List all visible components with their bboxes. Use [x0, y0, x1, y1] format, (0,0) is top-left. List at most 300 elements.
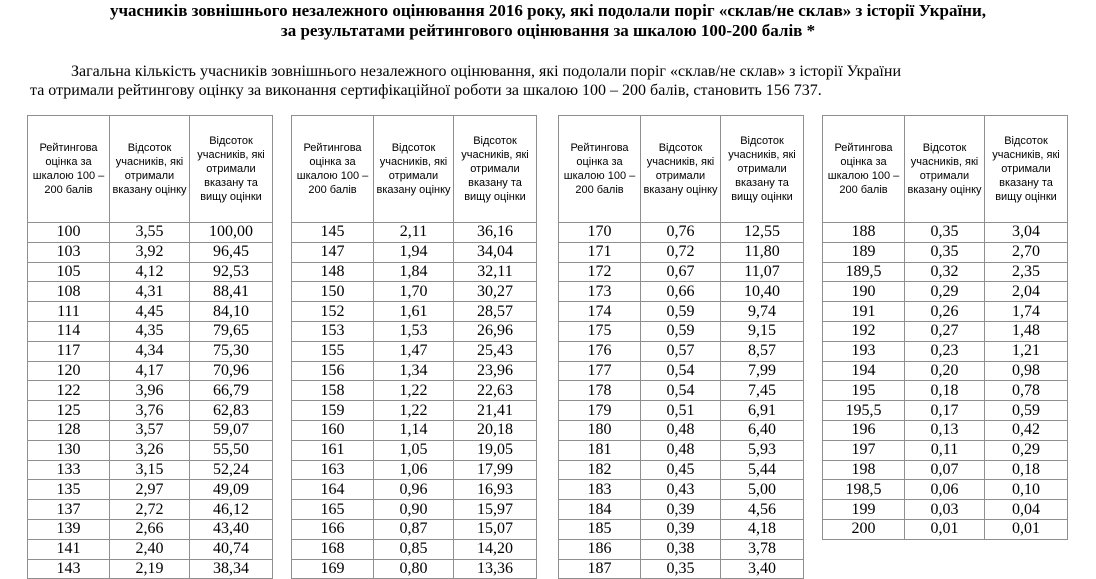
table-row	[823, 361, 1068, 381]
cell-score: 189	[823, 242, 905, 262]
cell-cumulative: 0,01	[985, 519, 1068, 539]
table-row	[292, 282, 537, 302]
cell-score: 176	[559, 341, 641, 361]
cell-cumulative: 16,93	[454, 480, 537, 500]
table-row	[292, 223, 537, 243]
cell-cumulative: 43,40	[190, 519, 273, 539]
cell-percent: 1,47	[374, 341, 454, 361]
table-row	[28, 500, 273, 520]
cell-cumulative: 26,96	[454, 321, 537, 341]
cell-cumulative: 14,20	[454, 539, 537, 559]
header-cumulative: Відсоток учасників, які отримали вказану та вищу оцінки	[985, 116, 1068, 223]
table-row	[292, 420, 537, 440]
score-table-4	[822, 115, 1068, 540]
cell-percent: 0,27	[905, 321, 985, 341]
table-row	[292, 361, 537, 381]
table-row	[559, 480, 804, 500]
table-row	[28, 519, 273, 539]
table-row	[292, 321, 537, 341]
table-row	[292, 302, 537, 322]
table-row	[28, 460, 273, 480]
cell-score: 130	[28, 440, 110, 460]
cell-percent: 0,48	[641, 440, 721, 460]
cell-cumulative: 0,78	[985, 381, 1068, 401]
cell-score: 117	[28, 341, 110, 361]
cell-score: 153	[292, 321, 374, 341]
cell-percent: 3,76	[110, 401, 190, 421]
cell-percent: 4,17	[110, 361, 190, 381]
cell-score: 122	[28, 381, 110, 401]
cell-percent: 1,34	[374, 361, 454, 381]
cell-cumulative: 30,27	[454, 282, 537, 302]
intro-text-line-2: та отримали рейтингову оцінку за виконання сертифікаційної роботи за шкалою 100 – 200 балів, становить 156 737.	[30, 82, 822, 99]
cell-percent: 0,85	[374, 539, 454, 559]
cell-percent: 0,54	[641, 381, 721, 401]
cell-percent: 0,67	[641, 262, 721, 282]
cell-cumulative: 2,70	[985, 242, 1068, 262]
cell-score: 173	[559, 282, 641, 302]
header-score: Рейтингова оцінка за шкалою 100 – 200 балів	[823, 116, 905, 223]
score-table-2	[291, 115, 537, 579]
cell-cumulative: 36,16	[454, 223, 537, 243]
cell-percent: 1,70	[374, 282, 454, 302]
table-row	[823, 500, 1068, 520]
document-title-line-2: за результатами рейтингового оцінювання за шкалою 100-200 балів *	[280, 21, 816, 40]
cell-cumulative: 0,59	[985, 401, 1068, 421]
table-row	[292, 539, 537, 559]
table-row	[823, 341, 1068, 361]
table-row	[823, 242, 1068, 262]
cell-cumulative: 59,07	[190, 420, 273, 440]
cell-score: 152	[292, 302, 374, 322]
cell-score: 135	[28, 480, 110, 500]
table-row	[28, 420, 273, 440]
cell-cumulative: 100,00	[190, 223, 273, 243]
table-row	[823, 480, 1068, 500]
table-row	[28, 440, 273, 460]
table-row	[823, 460, 1068, 480]
table-row	[823, 262, 1068, 282]
cell-score: 171	[559, 242, 641, 262]
cell-score: 178	[559, 381, 641, 401]
cell-score: 139	[28, 519, 110, 539]
cell-cumulative: 5,93	[721, 440, 804, 460]
cell-cumulative: 9,74	[721, 302, 804, 322]
table-row	[559, 321, 804, 341]
cell-score: 182	[559, 460, 641, 480]
cell-percent: 0,01	[905, 519, 985, 539]
header-score: Рейтингова оцінка за шкалою 100 – 200 балів	[28, 116, 110, 223]
cell-cumulative: 5,44	[721, 460, 804, 480]
table-row	[292, 500, 537, 520]
table-row	[559, 242, 804, 262]
cell-percent: 0,32	[905, 262, 985, 282]
cell-cumulative: 7,99	[721, 361, 804, 381]
table-row	[559, 460, 804, 480]
cell-score: 103	[28, 242, 110, 262]
table-row	[823, 223, 1068, 243]
cell-score: 197	[823, 440, 905, 460]
cell-percent: 0,03	[905, 500, 985, 520]
table-row	[292, 460, 537, 480]
cell-percent: 0,72	[641, 242, 721, 262]
table-row	[559, 440, 804, 460]
cell-percent: 0,20	[905, 361, 985, 381]
table-row	[823, 302, 1068, 322]
cell-cumulative: 0,98	[985, 361, 1068, 381]
cell-cumulative: 4,18	[721, 519, 804, 539]
cell-score: 114	[28, 321, 110, 341]
cell-cumulative: 3,40	[721, 559, 804, 579]
cell-percent: 4,45	[110, 302, 190, 322]
cell-score: 191	[823, 302, 905, 322]
cell-cumulative: 15,97	[454, 500, 537, 520]
cell-percent: 0,90	[374, 500, 454, 520]
cell-cumulative: 10,40	[721, 282, 804, 302]
cell-percent: 4,34	[110, 341, 190, 361]
table-row	[823, 381, 1068, 401]
cell-cumulative: 62,83	[190, 401, 273, 421]
cell-cumulative: 17,99	[454, 460, 537, 480]
cell-cumulative: 8,57	[721, 341, 804, 361]
cell-percent: 0,26	[905, 302, 985, 322]
cell-percent: 0,17	[905, 401, 985, 421]
cell-percent: 2,72	[110, 500, 190, 520]
cell-cumulative: 2,35	[985, 262, 1068, 282]
cell-score: 198	[823, 460, 905, 480]
table-row	[292, 341, 537, 361]
cell-percent: 0,87	[374, 519, 454, 539]
table-row	[559, 361, 804, 381]
cell-score: 174	[559, 302, 641, 322]
cell-score: 158	[292, 381, 374, 401]
cell-percent: 0,07	[905, 460, 985, 480]
table-row	[28, 302, 273, 322]
cell-score: 141	[28, 539, 110, 559]
cell-percent: 0,18	[905, 381, 985, 401]
cell-cumulative: 32,11	[454, 262, 537, 282]
intro-text-line-1: Загальна кількість учасників зовнішнього незалежного оцінювання, які подолали поріг «склав/не склав» з історії України	[71, 63, 901, 80]
cell-cumulative: 52,24	[190, 460, 273, 480]
cell-percent: 0,35	[905, 223, 985, 243]
header-score: Рейтингова оцінка за шкалою 100 – 200 балів	[559, 116, 641, 223]
cell-score: 156	[292, 361, 374, 381]
cell-score: 181	[559, 440, 641, 460]
cell-score: 120	[28, 361, 110, 381]
cell-percent: 0,59	[641, 321, 721, 341]
header-row	[559, 116, 804, 223]
cell-percent: 0,45	[641, 460, 721, 480]
cell-cumulative: 55,50	[190, 440, 273, 460]
cell-percent: 1,84	[374, 262, 454, 282]
table-row	[559, 539, 804, 559]
cell-percent: 0,76	[641, 223, 721, 243]
cell-score: 185	[559, 519, 641, 539]
cell-score: 196	[823, 420, 905, 440]
cell-cumulative: 34,04	[454, 242, 537, 262]
cell-score: 164	[292, 480, 374, 500]
cell-percent: 3,92	[110, 242, 190, 262]
header-row	[823, 116, 1068, 223]
cell-percent: 1,53	[374, 321, 454, 341]
cell-cumulative: 49,09	[190, 480, 273, 500]
cell-score: 175	[559, 321, 641, 341]
score-table-3	[558, 115, 804, 579]
cell-cumulative: 1,48	[985, 321, 1068, 341]
table-row	[28, 480, 273, 500]
cell-cumulative: 11,80	[721, 242, 804, 262]
cell-percent: 0,96	[374, 480, 454, 500]
table-row	[559, 401, 804, 421]
cell-cumulative: 4,56	[721, 500, 804, 520]
table-row	[823, 440, 1068, 460]
cell-cumulative: 70,96	[190, 361, 273, 381]
header-cumulative: Відсоток учасників, які отримали вказану та вищу оцінки	[190, 116, 273, 223]
table-row	[559, 500, 804, 520]
cell-score: 192	[823, 321, 905, 341]
table-row	[28, 361, 273, 381]
table-row	[292, 519, 537, 539]
cell-cumulative: 0,04	[985, 500, 1068, 520]
cell-score: 148	[292, 262, 374, 282]
cell-cumulative: 12,55	[721, 223, 804, 243]
table-row	[559, 519, 804, 539]
cell-score: 100	[28, 223, 110, 243]
cell-score: 193	[823, 341, 905, 361]
cell-percent: 0,35	[641, 559, 721, 579]
table-row	[28, 262, 273, 282]
cell-cumulative: 46,12	[190, 500, 273, 520]
cell-cumulative: 25,43	[454, 341, 537, 361]
document-title-line-1: учасників зовнішнього незалежного оцінювання 2016 року, які подолали поріг «склав/не склав» з історії України,	[109, 1, 987, 20]
cell-cumulative: 22,63	[454, 381, 537, 401]
cell-percent: 1,06	[374, 460, 454, 480]
cell-cumulative: 21,41	[454, 401, 537, 421]
cell-cumulative: 0,29	[985, 440, 1068, 460]
table-row	[823, 519, 1068, 539]
cell-percent: 0,59	[641, 302, 721, 322]
cell-cumulative: 2,04	[985, 282, 1068, 302]
header-cumulative: Відсоток учасників, які отримали вказану та вищу оцінки	[721, 116, 804, 223]
table-row	[292, 262, 537, 282]
table-row	[823, 420, 1068, 440]
cell-cumulative: 15,07	[454, 519, 537, 539]
cell-score: 108	[28, 282, 110, 302]
cell-percent: 0,11	[905, 440, 985, 460]
header-cumulative: Відсоток учасників, які отримали вказану та вищу оцінки	[454, 116, 537, 223]
cell-cumulative: 1,21	[985, 341, 1068, 361]
cell-score: 155	[292, 341, 374, 361]
table-row	[559, 341, 804, 361]
cell-score: 188	[823, 223, 905, 243]
cell-score: 172	[559, 262, 641, 282]
table-row	[823, 401, 1068, 421]
cell-percent: 0,06	[905, 480, 985, 500]
header-row	[28, 116, 273, 223]
cell-percent: 2,66	[110, 519, 190, 539]
cell-score: 194	[823, 361, 905, 381]
table-row	[559, 302, 804, 322]
cell-score: 187	[559, 559, 641, 579]
cell-score: 165	[292, 500, 374, 520]
cell-percent: 4,12	[110, 262, 190, 282]
cell-cumulative: 38,34	[190, 559, 273, 579]
table-row	[559, 381, 804, 401]
cell-percent: 0,35	[905, 242, 985, 262]
table-row	[823, 282, 1068, 302]
cell-cumulative: 13,36	[454, 559, 537, 579]
cell-score: 180	[559, 420, 641, 440]
cell-percent: 1,05	[374, 440, 454, 460]
cell-score: 195,5	[823, 401, 905, 421]
cell-score: 125	[28, 401, 110, 421]
header-percent: Відсоток учасників, які отримали вказану оцінку	[374, 116, 454, 223]
cell-score: 199	[823, 500, 905, 520]
cell-percent: 3,96	[110, 381, 190, 401]
cell-score: 111	[28, 302, 110, 322]
table-row	[292, 480, 537, 500]
cell-percent: 3,15	[110, 460, 190, 480]
cell-cumulative: 9,15	[721, 321, 804, 341]
table-row	[28, 282, 273, 302]
cell-score: 189,5	[823, 262, 905, 282]
cell-cumulative: 6,40	[721, 420, 804, 440]
cell-cumulative: 92,53	[190, 262, 273, 282]
cell-cumulative: 3,04	[985, 223, 1068, 243]
table-row	[559, 282, 804, 302]
cell-score: 200	[823, 519, 905, 539]
cell-percent: 1,94	[374, 242, 454, 262]
cell-score: 159	[292, 401, 374, 421]
cell-cumulative: 23,96	[454, 361, 537, 381]
cell-percent: 0,54	[641, 361, 721, 381]
cell-score: 179	[559, 401, 641, 421]
cell-score: 161	[292, 440, 374, 460]
table-row	[559, 420, 804, 440]
cell-percent: 2,11	[374, 223, 454, 243]
cell-percent: 1,61	[374, 302, 454, 322]
table-row	[559, 262, 804, 282]
cell-cumulative: 28,57	[454, 302, 537, 322]
cell-percent: 4,31	[110, 282, 190, 302]
cell-percent: 2,97	[110, 480, 190, 500]
cell-cumulative: 3,78	[721, 539, 804, 559]
cell-score: 128	[28, 420, 110, 440]
cell-percent: 0,23	[905, 341, 985, 361]
cell-score: 184	[559, 500, 641, 520]
cell-percent: 0,29	[905, 282, 985, 302]
cell-cumulative: 20,18	[454, 420, 537, 440]
cell-score: 169	[292, 559, 374, 579]
cell-score: 190	[823, 282, 905, 302]
header-percent: Відсоток учасників, які отримали вказану оцінку	[110, 116, 190, 223]
cell-percent: 0,66	[641, 282, 721, 302]
cell-cumulative: 19,05	[454, 440, 537, 460]
cell-cumulative: 0,42	[985, 420, 1068, 440]
cell-percent: 2,40	[110, 539, 190, 559]
cell-percent: 0,43	[641, 480, 721, 500]
cell-score: 168	[292, 539, 374, 559]
cell-cumulative: 66,79	[190, 381, 273, 401]
cell-score: 160	[292, 420, 374, 440]
cell-score: 195	[823, 381, 905, 401]
table-row	[559, 223, 804, 243]
cell-percent: 0,51	[641, 401, 721, 421]
cell-score: 177	[559, 361, 641, 381]
table-row	[28, 242, 273, 262]
cell-percent: 0,48	[641, 420, 721, 440]
cell-score: 147	[292, 242, 374, 262]
cell-percent: 3,26	[110, 440, 190, 460]
cell-cumulative: 6,91	[721, 401, 804, 421]
cell-cumulative: 0,18	[985, 460, 1068, 480]
cell-cumulative: 7,45	[721, 381, 804, 401]
cell-percent: 3,55	[110, 223, 190, 243]
table-row	[823, 321, 1068, 341]
cell-cumulative: 1,74	[985, 302, 1068, 322]
cell-percent: 3,57	[110, 420, 190, 440]
cell-percent: 0,39	[641, 519, 721, 539]
cell-cumulative: 75,30	[190, 341, 273, 361]
cell-score: 105	[28, 262, 110, 282]
header-row	[292, 116, 537, 223]
cell-score: 166	[292, 519, 374, 539]
cell-cumulative: 5,00	[721, 480, 804, 500]
cell-score: 143	[28, 559, 110, 579]
cell-score: 186	[559, 539, 641, 559]
cell-score: 150	[292, 282, 374, 302]
header-score: Рейтингова оцінка за шкалою 100 – 200 балів	[292, 116, 374, 223]
cell-percent: 0,38	[641, 539, 721, 559]
header-percent: Відсоток учасників, які отримали вказану оцінку	[641, 116, 721, 223]
cell-score: 163	[292, 460, 374, 480]
table-row	[292, 242, 537, 262]
cell-score: 133	[28, 460, 110, 480]
table-row	[28, 341, 273, 361]
table-row	[28, 223, 273, 243]
cell-percent: 2,19	[110, 559, 190, 579]
cell-score: 183	[559, 480, 641, 500]
cell-percent: 0,39	[641, 500, 721, 520]
cell-cumulative: 0,10	[985, 480, 1068, 500]
table-row	[292, 401, 537, 421]
cell-score: 198,5	[823, 480, 905, 500]
cell-cumulative: 96,45	[190, 242, 273, 262]
cell-score: 170	[559, 223, 641, 243]
cell-score: 145	[292, 223, 374, 243]
table-row	[292, 381, 537, 401]
cell-percent: 1,22	[374, 401, 454, 421]
table-row	[28, 401, 273, 421]
table-row	[28, 381, 273, 401]
table-row	[292, 440, 537, 460]
cell-cumulative: 88,41	[190, 282, 273, 302]
cell-score: 137	[28, 500, 110, 520]
cell-cumulative: 40,74	[190, 539, 273, 559]
cell-cumulative: 84,10	[190, 302, 273, 322]
header-percent: Відсоток учасників, які отримали вказану оцінку	[905, 116, 985, 223]
cell-percent: 4,35	[110, 321, 190, 341]
cell-percent: 0,80	[374, 559, 454, 579]
table-row	[28, 321, 273, 341]
score-table-1	[27, 115, 273, 579]
cell-percent: 0,13	[905, 420, 985, 440]
cell-percent: 1,14	[374, 420, 454, 440]
cell-percent: 0,57	[641, 341, 721, 361]
cell-cumulative: 11,07	[721, 262, 804, 282]
table-row	[28, 539, 273, 559]
cell-cumulative: 79,65	[190, 321, 273, 341]
